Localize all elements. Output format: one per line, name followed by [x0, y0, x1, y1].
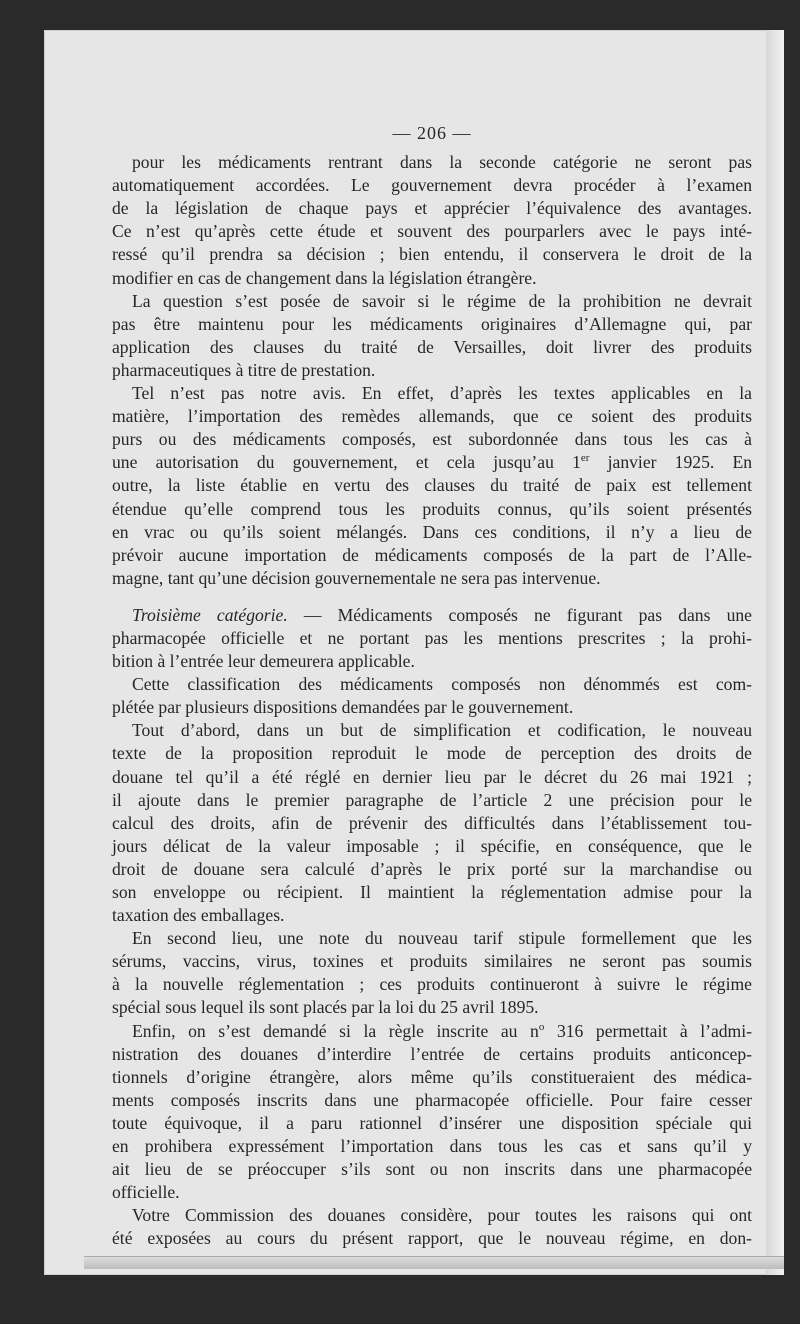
- text-line: magne, tant qu’une décision gouvernementale ne sera pas intervenue.: [112, 567, 601, 588]
- text-line: automatiquement accordées. Le gouvernement devra procéder à l’examen: [112, 175, 752, 196]
- text-line: taxation des emballages.: [112, 905, 285, 926]
- paragraph: [112, 927, 752, 1019]
- text-line: matière, l’importation des remèdes allemands, que ce soient des produits: [112, 406, 752, 427]
- text-line: toute équivoque, il a paru rationnel d’insérer une disposition spéciale qui: [112, 1112, 752, 1133]
- text-line: ments composés inscrits dans une pharmacopée officielle. Pour faire cesser: [112, 1089, 752, 1110]
- text-line: à la nouvelle réglementation ; ces produits continueront à suivre le régime: [112, 974, 752, 995]
- paragraph-gap: [112, 590, 752, 604]
- section-heading: Troisième catégorie.: [132, 604, 288, 625]
- text-line: ait lieu de se préoccuper s’ils sont ou non inscrits dans une pharmacopée: [112, 1159, 752, 1180]
- text-line: de la législation de chaque pays et apprécier l’équivalence des avantages.: [112, 198, 752, 219]
- text-line: son enveloppe ou récipient. Il maintient la réglementation admise pour la: [112, 882, 752, 902]
- paragraph: [112, 151, 752, 290]
- page-number: — 206 —: [392, 123, 472, 143]
- paragraph: [112, 382, 752, 590]
- text-line: en prohibera expressément l’importation dans tous les cas et sans qu’il y: [112, 1136, 752, 1157]
- text-line: jours délicat de la valeur imposable ; il spécifie, en conséquence, que le: [112, 835, 752, 856]
- text-line: été exposées au cours du présent rapport, que le nouveau régime, en don-: [112, 1228, 752, 1249]
- text-line: étendue qu’elle comprend tous les produits connus, qu’ils soient présentés: [112, 498, 752, 519]
- text-line: nistration des douanes d’interdire l’entrée de certains produits anticoncep-: [112, 1043, 752, 1064]
- text-line: il ajoute dans le premier paragraphe de l’article 2 une précision pour le: [112, 789, 752, 810]
- text-line: plétée par plusieurs dispositions demandées par le gouvernement.: [112, 697, 574, 718]
- text-line: application des clauses du traité de Versailles, doit livrer des produits: [112, 336, 752, 357]
- text-line: spécial sous lequel ils sont placés par la loi du 25 avril 1895.: [112, 997, 539, 1018]
- paragraph: [112, 290, 752, 382]
- text-line: pharmaceutiques à titre de prestation.: [112, 359, 376, 380]
- text-line: modifier en cas de changement dans la législation étrangère.: [112, 267, 537, 288]
- paragraph: [112, 604, 752, 673]
- text-line: Cette classification des médicaments composés non dénommés est com-: [132, 674, 752, 695]
- page-bottom-edge: [84, 1256, 784, 1269]
- text-line: ressé qu’il prendra sa décision ; bien entendu, il conservera le droit de la: [112, 244, 752, 265]
- text-line: sérums, vaccins, virus, toxines et produits similaires ne seront pas soumis: [112, 951, 752, 972]
- text-line: En second lieu, une note du nouveau tarif stipule formellement que les: [132, 928, 752, 949]
- text-line: douane tel qu’il a été réglé en dernier lieu par le décret du 26 mai 1921 ;: [112, 766, 752, 787]
- text-line: tionnels d’origine étrangère, alors même qu’ils constitueraient des médica-: [112, 1066, 752, 1087]
- text-line: Enfin, on s’est demandé si la règle inscrite au $n^o$ 316 permettait à l’admi-: [132, 1020, 752, 1041]
- text-line: La question s’est posée de savoir si le régime de la prohibition ne devrait: [132, 290, 752, 311]
- text-line: prévoir aucune importation de médicaments composés de la part de l’Alle-: [112, 544, 752, 565]
- text-line: en vrac ou qu’ils soient mélangés. Dans ces conditions, il n’y a lieu de: [112, 521, 752, 542]
- text-line: Votre Commission des douanes considère, pour toutes les raisons qui ont: [132, 1205, 752, 1226]
- text-line: texte de la proposition reproduit le mode de perception des droits de: [112, 743, 752, 764]
- text-line: outre, la liste établie en vertu des clauses du traité de paix est tellement: [112, 475, 752, 496]
- text-line: Tout d’abord, dans un but de simplification et codification, le nouveau: [132, 720, 752, 741]
- text-line: Ce n’est qu’après cette étude et souvent des pourparlers avec le pays inté-: [112, 221, 752, 242]
- paragraphs: [112, 151, 752, 1250]
- text-line: calcul des droits, afin de prévenir des difficultés dans l’établissement tou-: [112, 812, 752, 833]
- text-line: pour les médicaments rentrant dans la seconde catégorie ne seront pas: [132, 152, 752, 173]
- text-line: pharmacopée officielle et ne portant pas les mentions prescrites ; la prohi-: [112, 627, 752, 648]
- text-line: bition à l’entrée leur demeurera applicable.: [112, 651, 415, 672]
- text-line: officielle.: [112, 1182, 180, 1203]
- paragraph: [112, 673, 752, 719]
- text-line: Tel n’est pas notre avis. En effet, d’après les textes applicables en la: [132, 383, 752, 404]
- page-fold: [766, 30, 784, 1275]
- text-line: une autorisation du gouvernement, et cela jusqu’au 1er janvier 1925. En: [112, 452, 753, 473]
- text-line: Troisième catégorie. — Médicaments composés ne figurant pas dans une: [132, 604, 752, 625]
- text-line: purs ou des médicaments composés, est subordonnée dans tous les cas à: [112, 429, 752, 450]
- paragraph: [112, 1020, 752, 1205]
- text-line: droit de douane sera calculé d’après le prix porté sur la marchandise ou: [112, 858, 752, 879]
- paragraph: [112, 1204, 752, 1250]
- text-line: pas être maintenu pour les médicaments originaires d’Allemagne qui, par: [112, 313, 752, 334]
- page-text: [112, 122, 752, 1251]
- paragraph: [112, 719, 752, 927]
